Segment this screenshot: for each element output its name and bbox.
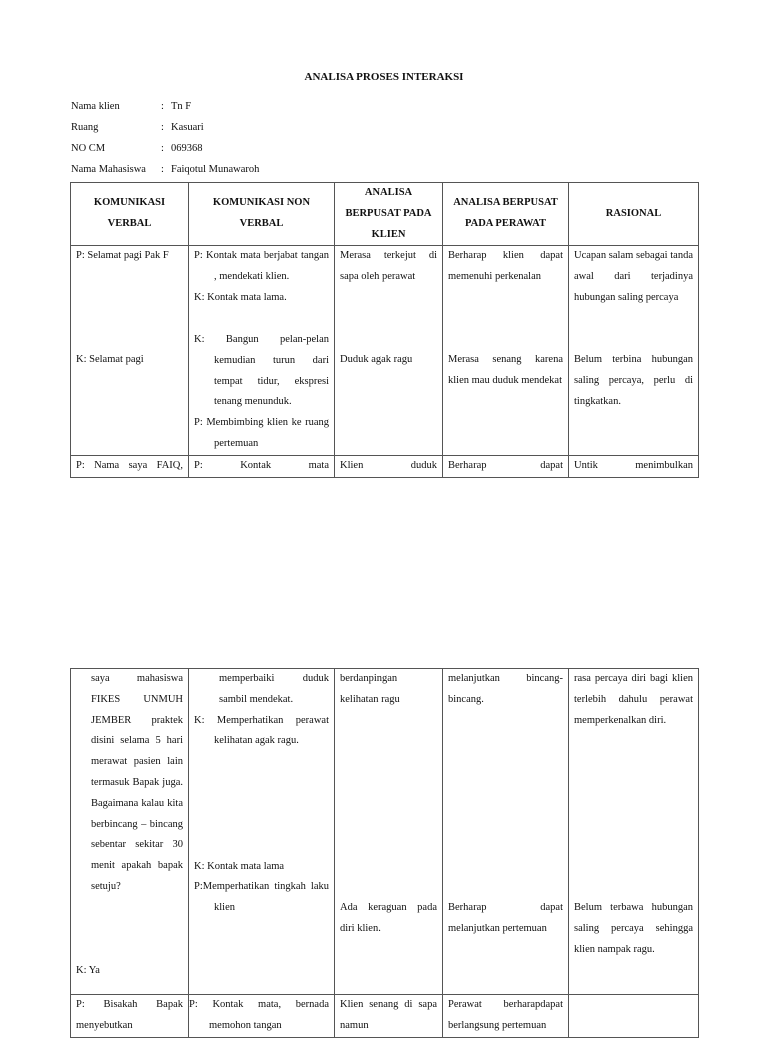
header-rasional: RASIONAL (569, 183, 699, 246)
interaction-table-page2 (70, 668, 699, 1038)
header-analisa-klien: ANALISA BERPUSAT PADA KLIEN (335, 183, 443, 246)
info-label: NO CM (71, 143, 106, 154)
cell-verbal: P: Selamat pagi Pak F K: Selamat pagi (71, 246, 189, 455)
cell-analisa-perawat: Berharap klien dapat memenuhi perkenalan Merasa senang karena klien mau duduk mendekat (443, 246, 569, 455)
info-value: Kasuari (171, 122, 204, 133)
cell-analisa-klien: Klien senang di sapa namun (335, 995, 443, 1038)
cell-analisa-klien: Merasa terkejut di sapa oleh perawat Duduk agak ragu (335, 246, 443, 455)
header-analisa-perawat: ANALISA BERPUSAT PADA PERAWAT (443, 183, 569, 246)
info-row: Ruang : Kasuari (71, 117, 259, 138)
info-row: Nama klien : Tn F (71, 96, 259, 117)
header-komunikasi-verbal: KOMUNIKASI VERBAL (71, 183, 189, 246)
info-value: 069368 (171, 143, 203, 154)
info-label: Nama klien (71, 101, 120, 112)
cell-analisa-klien: berdanpingan kelihatan ragu Ada keraguan pada diri klien. (335, 669, 443, 995)
cell-verbal: saya mahasiswa FIKES UNMUH JEMBER praktek disini selama 5 hari merawat pasien lain termasuk Bapak juga. Bagaimana kalau kita berbincang – bincang sebentar sekitar 30 menit apakah bapak setuju? K: Ya (71, 669, 189, 995)
info-value: Tn F (171, 101, 192, 112)
cell-rasional: Ucapan salam sebagai tanda awal dari terjadinya hubungan saling percaya Belum terbina hubungan saling percaya, perlu di tingkatkan. (569, 246, 699, 455)
cell-analisa-perawat: Perawat berharapdapat berlangsung pertemuan (443, 995, 569, 1038)
info-label: Ruang (71, 122, 99, 133)
cell-non-verbal: P: Kontak mata, bernada memohon tangan (189, 995, 335, 1038)
cell-analisa-perawat: melanjutkan bincang-bincang. Berharap dapat melanjutkan pertemuan (443, 669, 569, 995)
table-row (71, 455, 699, 477)
header-komunikasi-non-verbal: KOMUNIKASI NON VERBAL (189, 183, 335, 246)
table-header-row (71, 183, 699, 246)
table-row (71, 669, 699, 995)
cell-analisa-perawat: Berharap dapat (443, 455, 569, 477)
patient-info (71, 96, 259, 180)
cell-non-verbal: P: Kontak mata berjabat tangan , mendekati klien. K: Kontak mata lama. K: Bangun pelan-pelan kemudian turun dari tempat tidur, ekspresi tenang menunduk. P: Membimbing klien ke ruang pertemuan (189, 246, 335, 455)
cell-rasional: Untik menimbulkan (569, 455, 699, 477)
cell-rasional (569, 995, 699, 1038)
cell-verbal: P: Bisakah Bapak menyebutkan (71, 995, 189, 1038)
cell-non-verbal: P: Kontak mata (189, 455, 335, 477)
interaction-table-page1 (70, 182, 699, 478)
cell-non-verbal: memperbaiki duduk sambil mendekat. K: Memperhatikan perawat kelihatan agak ragu. K: Kontak mata lama P:Memperhatikan tingkah laku klien (189, 669, 335, 995)
cell-analisa-klien: Klien duduk (335, 455, 443, 477)
page-title: ANALISA PROSES INTERAKSI (304, 71, 464, 83)
info-label: Nama Mahasiswa (71, 164, 146, 175)
table-row (71, 995, 699, 1038)
info-value: Faiqotul Munawaroh (171, 164, 260, 175)
table-row (71, 246, 699, 455)
info-row: NO CM : 069368 (71, 138, 259, 159)
cell-verbal: P: Nama saya FAIQ, (71, 455, 189, 477)
cell-rasional: rasa percaya diri bagi klien terlebih dahulu perawat memperkenalkan diri. Belum terbawa hubungan saling percaya sehingga klien nampak ragu. (569, 669, 699, 995)
info-row: Nama Mahasiswa : Faiqotul Munawaroh (71, 159, 259, 180)
